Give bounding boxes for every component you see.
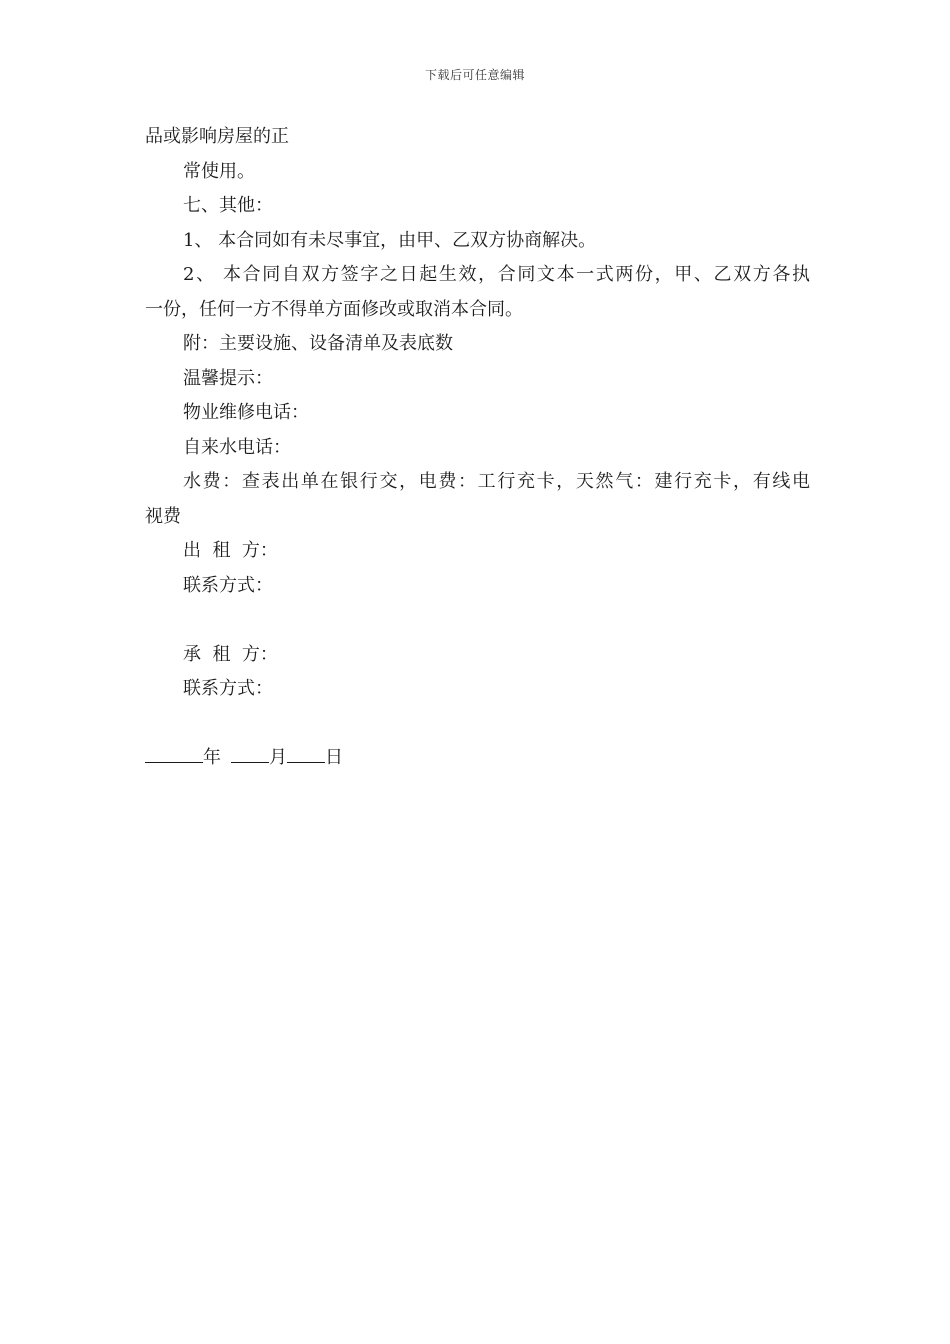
appendix-note: 附：主要设施、设备清单及表底数: [183, 333, 453, 354]
lessor-label: 出 租 方：: [183, 540, 278, 561]
page-header: 下载后可任意编辑: [424, 68, 525, 82]
date-line: [145, 741, 810, 776]
water-phone: 自来水电话：: [183, 436, 291, 458]
clause-1: 1、 本合同如有未尽事宜，由甲、乙双方协商解决。: [183, 229, 597, 251]
clause-2-line-2: 一份，任何一方不得单方面修改或取消本合同。: [145, 298, 523, 320]
lessee-label: 承 租 方：: [183, 643, 278, 665]
paragraph-line: 常使用。: [183, 160, 255, 182]
utility-fees-line-1: 水费：查表出单在银行交，电费：工行充卡，天然气：建行充卡，有线电: [183, 471, 810, 492]
tips-heading: 温馨提示：: [183, 367, 273, 389]
spacer: [145, 707, 810, 742]
section-heading-other: 七、其他：: [183, 195, 273, 216]
day-blank[interactable]: [287, 742, 325, 763]
lessee-contact: 联系方式：: [183, 678, 273, 699]
day-label: 日: [325, 747, 343, 768]
lessor-contact: 联系方式：: [183, 574, 273, 596]
month-label: 月: [269, 747, 287, 768]
year-label: 年: [203, 747, 221, 768]
paragraph-line: 品或影响房屋的正: [145, 126, 289, 147]
spacer: [145, 603, 810, 638]
utility-fees-line-2: 视费: [145, 505, 181, 527]
document-body: [145, 120, 810, 776]
property-repair-phone: 物业维修电话：: [183, 402, 309, 423]
month-blank[interactable]: [231, 742, 269, 763]
clause-2-line-1: 2、 本合同自双方签字之日起生效，合同文本一式两份，甲、乙双方各执: [183, 264, 810, 285]
year-blank[interactable]: [145, 742, 203, 763]
